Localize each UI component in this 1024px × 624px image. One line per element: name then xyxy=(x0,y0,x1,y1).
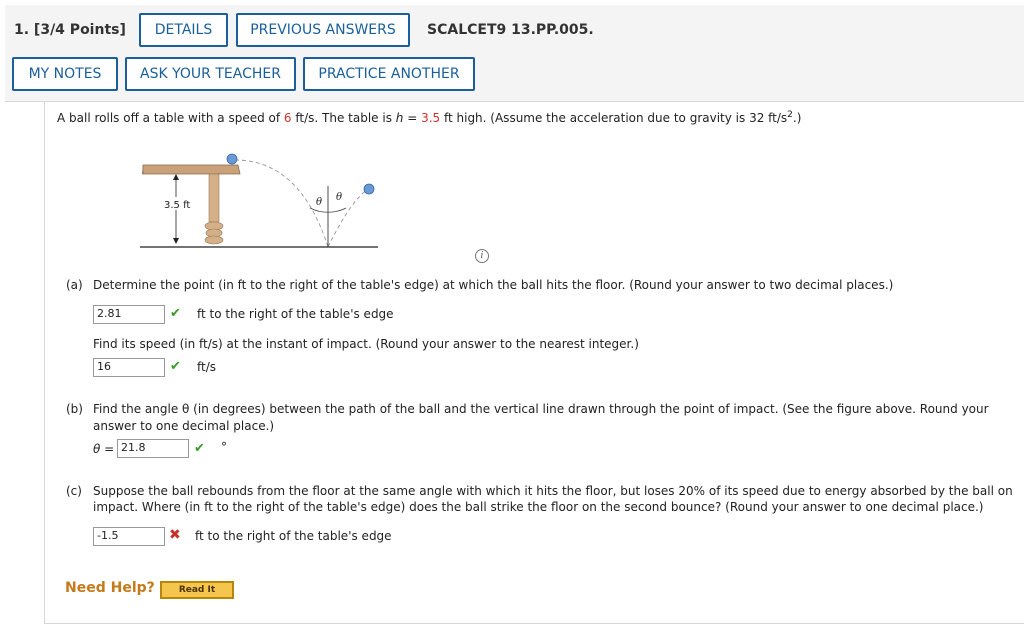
part-c-question-line2: impact. Where (in ft to the right of the table's edge) does the ball strike the floor on the second bounce? (Round your answer to one decimal place.) xyxy=(93,500,984,514)
ball-start xyxy=(227,154,237,164)
part-c-unit: ft to the right of the table's edge xyxy=(195,529,392,543)
incorrect-x-icon: ✖ xyxy=(169,527,181,543)
part-c-answer-field[interactable]: -1.5 xyxy=(93,527,165,546)
ball-rebound xyxy=(364,184,374,194)
ask-teacher-button[interactable]: ASK YOUR TEACHER xyxy=(125,57,296,91)
correct-check-icon: ✔ xyxy=(170,359,181,374)
given-height: 3.5 xyxy=(421,111,441,125)
part-a-speed-question: Find its speed (in ft/s) at the instant of impact. (Round your answer to the nearest integer.) xyxy=(93,337,639,351)
need-help-label: Need Help? xyxy=(65,580,155,596)
part-c-question-line1: Suppose the ball rebounds from the floor at the same angle with which it hits the floor, but loses 20% of its speed due to energy absorbed by the ball on xyxy=(93,484,1013,498)
theta-label-2: θ xyxy=(336,192,343,203)
ball-path-1 xyxy=(235,160,328,247)
my-notes-button[interactable]: MY NOTES xyxy=(12,57,118,91)
details-button[interactable]: DETAILS xyxy=(139,13,228,47)
part-a-label: (a) xyxy=(66,278,83,292)
part-a-unit: ft to the right of the table's edge xyxy=(197,307,394,321)
part-b-question-line2: answer to one decimal place.) xyxy=(93,419,275,433)
question-points: 1. [3/4 Points] xyxy=(14,22,126,38)
read-it-button[interactable]: Read It xyxy=(160,581,234,599)
theta-label-1: θ xyxy=(316,197,323,208)
table-leg xyxy=(209,174,219,222)
question-code: SCALCET9 13.PP.005. xyxy=(427,22,594,38)
previous-answers-button[interactable]: PREVIOUS ANSWERS xyxy=(236,13,410,47)
height-label: 3.5 ft xyxy=(164,200,191,211)
correct-check-icon: ✔ xyxy=(194,441,205,456)
problem-statement: A ball rolls off a table with a speed of 6 ft/s. The table is h = 3.5 ft high. (Assume the acceleration due to gravity is 32 $ft/s^2$.) xyxy=(57,110,802,125)
part-b-answer-field[interactable]: 21.8 xyxy=(117,439,189,458)
part-b-question-line1: Find the angle θ (in degrees) between the path of the ball and the vertical line drawn through the point of impact. (See the figure above. Round your xyxy=(93,402,989,416)
part-a-question: Determine the point (in ft to the right of the table's edge) at which the ball hits the floor. (Round your answer to two decimal places.) xyxy=(93,278,894,292)
part-c-label: (c) xyxy=(66,484,82,498)
part-a-answer-field[interactable]: 2.81 xyxy=(93,305,165,324)
part-a-speed-unit: ft/s xyxy=(197,360,217,374)
correct-check-icon: ✔ xyxy=(170,306,181,321)
theta-prefix: θ = xyxy=(93,442,115,456)
given-speed: 6 xyxy=(283,111,292,125)
table-top xyxy=(143,165,240,174)
part-b-label: (b) xyxy=(66,402,83,416)
practice-another-button[interactable]: PRACTICE ANOTHER xyxy=(303,57,475,91)
degree-unit: ° xyxy=(221,440,227,454)
part-a-speed-field[interactable]: 16 xyxy=(93,358,165,377)
table-ball-figure xyxy=(140,150,385,252)
info-icon[interactable]: i xyxy=(475,249,489,263)
ball-path-2 xyxy=(328,188,370,247)
